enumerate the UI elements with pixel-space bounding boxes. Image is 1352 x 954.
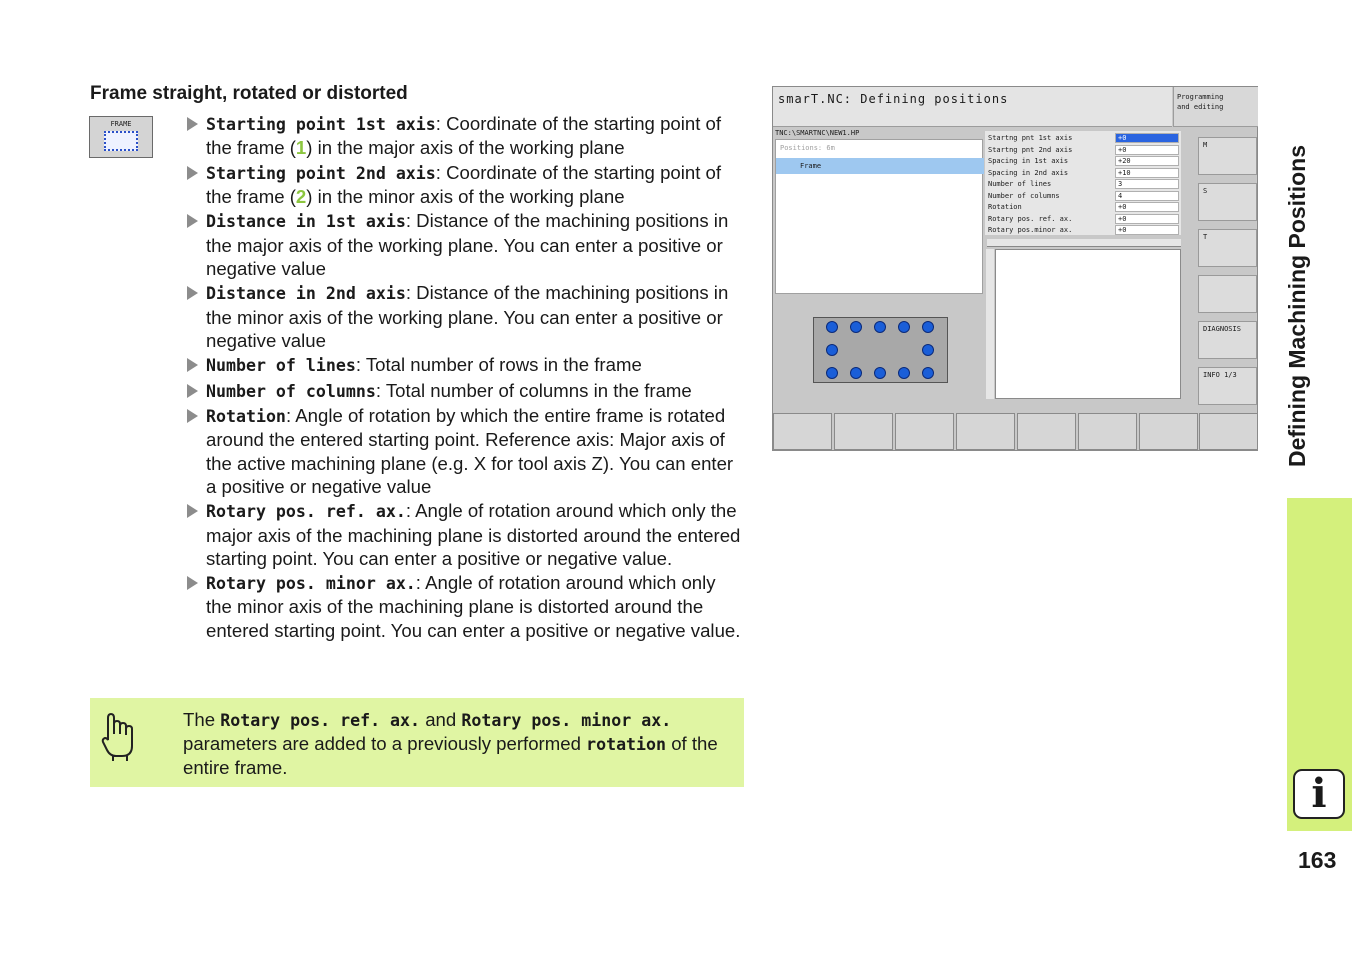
screen-header: smarT.NC: Defining positions	[773, 87, 1172, 127]
side-button-t[interactable]: T	[1198, 229, 1257, 267]
horizontal-ruler	[987, 239, 1181, 247]
hole-marker	[826, 344, 838, 356]
bullet-arrow-icon	[187, 117, 198, 131]
smartnc-screenshot	[772, 86, 1258, 451]
frame-pattern-icon	[104, 131, 138, 151]
pointing-hand-icon	[100, 710, 136, 762]
note-box	[90, 698, 744, 787]
chapter-title: Defining Machining Positions	[1284, 145, 1310, 467]
softkey[interactable]	[834, 413, 893, 450]
form-value-input[interactable]: +0	[1115, 214, 1179, 224]
form-value-input[interactable]: +0	[1115, 145, 1179, 155]
graphics-window	[995, 249, 1181, 399]
form-row: Startng pnt 2nd axis +0	[988, 145, 1180, 156]
param-item: Rotary pos. minor ax.: Angle of rotation around which only the minor axis of the machining plane is distorted around the entered starting point. You can enter a positive or negative value.	[187, 571, 743, 642]
frame-preview	[775, 296, 983, 410]
form-value-input[interactable]: +0	[1115, 225, 1179, 235]
param-item: Distance in 2nd axis: Distance of the machining positions in the minor axis of the working plane. You can enter a positive or negative value	[187, 281, 743, 352]
param-item: Number of columns: Total number of columns in the frame	[187, 379, 743, 403]
form-row: Rotation +0	[988, 202, 1180, 213]
form-row: Spacing in 1st axis +20	[988, 156, 1180, 167]
hole-marker	[898, 367, 910, 379]
hole-marker	[922, 344, 934, 356]
page-number: 163	[1298, 847, 1337, 873]
bullet-arrow-icon	[187, 358, 198, 372]
frame-softkey-icon	[89, 116, 153, 158]
softkey[interactable]	[895, 413, 954, 450]
hole-marker	[874, 367, 886, 379]
bullet-arrow-icon	[187, 504, 198, 518]
param-item: Rotation: Angle of rotation by which the entire frame is rotated around the entered starting point. Reference axis: Major axis of the active machining plane (e.g. X for tool axis Z). You can enter a positive or negative value	[187, 404, 743, 498]
program-tree	[775, 139, 983, 294]
softkey[interactable]	[1139, 413, 1198, 450]
param-item: Rotary pos. ref. ax.: Angle of rotation around which only the major axis of the machining plane is distorted around the entered starting point. You can enter a positive or negative value.	[187, 499, 743, 570]
softkey[interactable]	[1199, 413, 1258, 450]
form-row: Rotary pos.minor ax. +0	[988, 225, 1180, 236]
bullet-arrow-icon	[187, 409, 198, 423]
param-item: Starting point 2nd axis: Coordinate of the starting point of the frame (2) in the minor axis of the working plane	[187, 161, 743, 208]
info-icon: i	[1293, 769, 1345, 819]
hole-marker	[874, 321, 886, 333]
form-value-input[interactable]: 4	[1115, 191, 1179, 201]
program-path: TNC:\SMARTNC\NEW1.HP	[775, 129, 860, 137]
note-text: The Rotary pos. ref. ax. and Rotary pos. minor ax. parameters are added to a previously performed rotation of the entire frame.	[183, 709, 718, 779]
vertical-ruler	[986, 249, 994, 399]
bullet-arrow-icon	[187, 384, 198, 398]
bullet-arrow-icon	[187, 166, 198, 180]
bullet-arrow-icon	[187, 214, 198, 228]
form-value-input[interactable]: +0	[1115, 133, 1179, 143]
side-softkeys	[1198, 137, 1258, 407]
frame-softkey-label: FRAME	[110, 120, 132, 128]
hole-marker	[826, 321, 838, 333]
param-item: Number of lines: Total number of rows in the frame	[187, 353, 743, 377]
side-button-empty[interactable]	[1198, 275, 1257, 313]
bullet-arrow-icon	[187, 286, 198, 300]
param-item: Distance in 1st axis: Distance of the machining positions in the major axis of the working plane. You can enter a positive or negative value	[187, 209, 743, 280]
form-value-input[interactable]: +0	[1115, 202, 1179, 212]
softkey[interactable]	[956, 413, 1015, 450]
form-value-input[interactable]: +10	[1115, 168, 1179, 178]
form-row: Number of lines 3	[988, 179, 1180, 190]
parameter-list	[187, 112, 743, 643]
softkey[interactable]	[773, 413, 832, 450]
param-item: Starting point 1st axis: Coordinate of the starting point of the frame (1) in the major axis of the working plane	[187, 112, 743, 159]
tree-item-positions: Positions: 6m	[780, 144, 835, 152]
form-row: Number of columns 4	[988, 191, 1180, 202]
hole-marker	[922, 321, 934, 333]
side-button-m[interactable]: M	[1198, 137, 1257, 175]
side-button-s[interactable]: S	[1198, 183, 1257, 221]
form-row: Rotary pos. ref. ax. +0	[988, 214, 1180, 225]
form-value-input[interactable]: +20	[1115, 156, 1179, 166]
hole-marker	[826, 367, 838, 379]
softkey[interactable]	[1017, 413, 1076, 450]
tree-item-frame: Frame	[776, 158, 984, 174]
form-row: Spacing in 2nd axis +10	[988, 168, 1180, 179]
operating-mode: Programming and editing	[1173, 87, 1258, 127]
side-button-diagnosis[interactable]: DIAGNOSIS	[1198, 321, 1257, 359]
workpiece-plate	[813, 317, 948, 383]
side-button-info[interactable]: INFO 1/3	[1198, 367, 1257, 405]
form-value-input[interactable]: 3	[1115, 179, 1179, 189]
softkey-row	[773, 413, 1258, 451]
hole-marker	[898, 321, 910, 333]
softkey[interactable]	[1078, 413, 1137, 450]
bullet-arrow-icon	[187, 576, 198, 590]
section-title: Frame straight, rotated or distorted	[90, 83, 408, 104]
form-row: Startng pnt 1st axis +0	[988, 133, 1180, 144]
hole-marker	[922, 367, 934, 379]
hole-marker	[850, 367, 862, 379]
hole-marker	[850, 321, 862, 333]
parameter-form	[985, 131, 1181, 235]
